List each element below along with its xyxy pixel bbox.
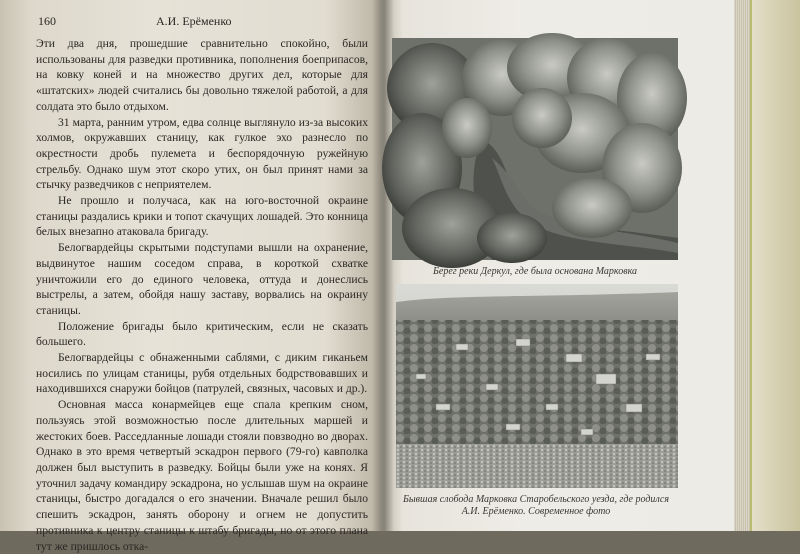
paragraph: Белогвардейцы скрытыми подступами вышли на охранение, выдвинутое нашим соседом справа, в короткой схватке уничтожили его до единого человека, оттуда и донеслись выстрелы, а затем, обойдя нашу заставу, ворвались на окраину станицы.: [36, 241, 368, 317]
paragraph: Эти два дня, прошедшие сравнительно спокойно, были использованы для разведки противника, пополнения боеприпасов, на ковку коней и на множество других дел, которые для «штатских» людей считались бы довольно тяжелой работой, а для солдата это было отдыхом.: [36, 37, 368, 113]
paragraph: Не прошло и получаса, как на юго-восточной окраине станицы раздались крики и топот скачущих лошадей. Это конница белых внезапно атаковала бригаду.: [36, 194, 368, 239]
paragraph: 31 марта, ранним утром, едва солнце выглянуло из-за высоких холмов, окружавших станицу, как гулкое эхо разнесло по окрестности дробь пулемета и беспорядочную ружейную стрельбу. Однако шум этот скоро утих, он был принят нами за стычку разведчиков с неприятелем.: [36, 115, 368, 192]
paragraph: Белогвардейцы с обнаженными саблями, с диким гиканьем носились по улицам станицы, рубя отдельных бодрствовавших и находившихся снаружи бойцов (патрулей, связных, часовых и др.).: [36, 351, 368, 396]
body-text: [36, 36, 368, 554]
river-bank-photo: [392, 38, 678, 260]
paragraph: Основная масса конармейцев еще спала крепким сном, пользуясь этой возможностью после длительных маршей и жестоких боев. Расседланные лошади стояли повзводно во дворах. Однако в это время четвертый эскадрон первого (79-го) кавполка должен был выступить в разведку. Бойцы были уже на конях. Я уточнил задачу командиру эскадрона, но услышав шум на окраине станицы, быстро догадался о его значении. Вначале решил было спешить эскадрон, занять оборону и огнем не допустить противника к центру станицы к штабу бригады, но от этого плана тут же пришлось отка-: [36, 398, 368, 553]
caption-line-1: Бывшая слобода Марковка Старобельского уезда, где родился: [403, 494, 669, 505]
running-head: А.И. Ерёменко: [156, 14, 232, 28]
page-edges: [734, 0, 750, 531]
photo-caption-top: Берег реки Деркул, где была основана Марковка: [433, 266, 637, 277]
paragraph: Положение бригады было критическим, если не сказать большего.: [36, 319, 368, 349]
caption-line-2: А.И. Ерёменко. Современное фото: [461, 506, 611, 517]
page-number: 160: [38, 14, 56, 28]
page-header: [38, 14, 358, 32]
village-image: [396, 284, 678, 488]
village-photo: [396, 284, 678, 488]
left-page: [0, 0, 382, 553]
river-bank-image: [392, 38, 678, 260]
photo-caption-bottom: [390, 494, 682, 518]
